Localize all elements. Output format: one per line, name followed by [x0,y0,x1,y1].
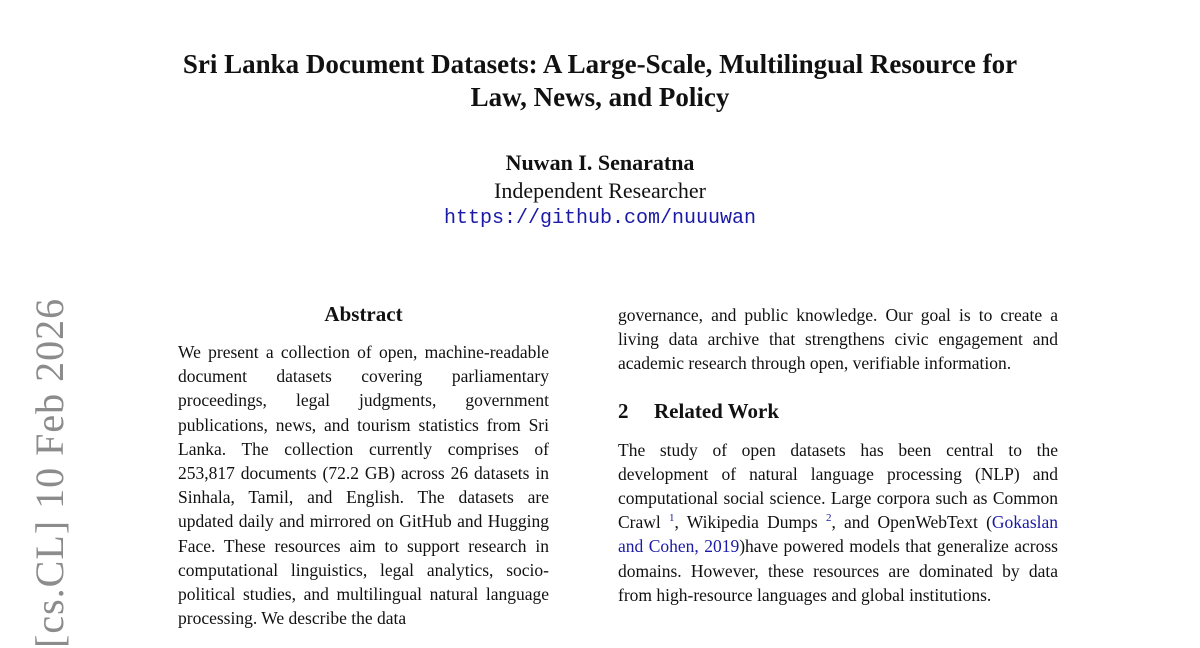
author-name: Nuwan I. Senaratna [505,150,695,175]
author-url-link[interactable]: https://github.com/nuuuwan [443,207,757,230]
footnote-marker-2[interactable]: 2 [825,512,832,525]
paper-title-line-2: Law, News, and Policy [470,82,730,112]
section-heading-related-work [618,397,1058,425]
related-work-paragraph [618,438,1058,607]
related-work-text-part-4: )have powered models that generalize across domains. However, these resources are dominated by data from high-resource languages and global institutions. [618,536,1058,605]
related-work-text-part-3: , and OpenWebText ( [831,512,992,533]
right-column [618,303,1058,607]
abstract-heading: Abstract [324,302,403,326]
author-affiliation: Independent Researcher [494,178,706,203]
related-work-text-part-1: The study of open datasets has been central to the development of natural language processing (NLP) and computational social science. Large corpora such as Common Crawl [618,439,1058,533]
footnote-marker-1[interactable]: 1 [669,512,675,525]
paper-title-line-1: Sri Lanka Document Datasets: A Large-Scale, Multilingual Resource for [182,49,1018,79]
abstract-text: We present a collection of open, machine-readable document datasets covering parliamentary proceedings, legal judgments, government publications, news, and tourism statistics from Sri Lanka. The collection currently comprises of 253,817 documents (72.2 GB) across 26 datasets in Sinhala, Tamil, and English. The datasets are updated daily and mirrored on GitHub and Hugging Face. These resources aim to support research in computational linguistics, legal analytics, socio-political studies, and multilingual natural language processing. We describe the data [178,342,549,629]
introduction-tail-paragraph: governance, and public knowledge. Our goal is to create a living data archive that strengthens civic engagement and academic research through open, verifiable information. [618,305,1058,374]
citation-link[interactable]: Gokaslan and Cohen, 2019 [618,512,1059,557]
related-work-text-part-2: , Wikipedia Dumps [674,512,818,533]
abstract-column [178,300,549,630]
section-number: 2 [618,398,629,423]
section-title: Related Work [654,398,780,423]
arxiv-identifier-stamp: [cs.CL] 10 Feb 2026 [27,297,72,648]
paper-title [140,48,1060,114]
